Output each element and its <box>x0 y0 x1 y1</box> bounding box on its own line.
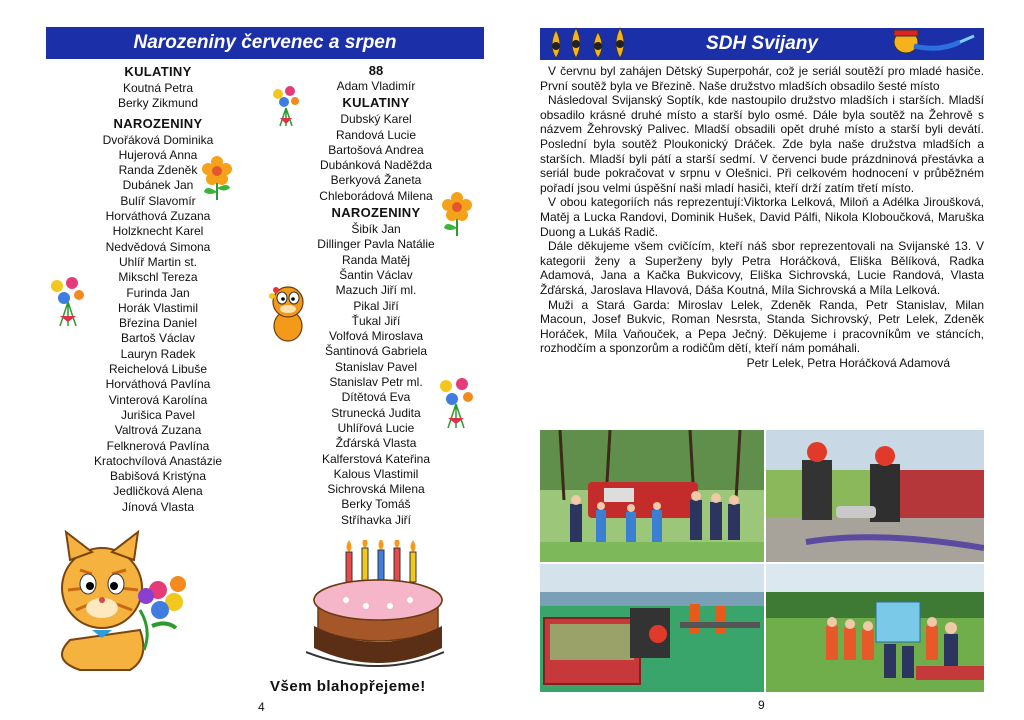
birthday-name: Jínová Vlasta <box>121 499 195 514</box>
birthday-name: Randová Lucie <box>335 127 417 142</box>
water-tank-photo <box>540 564 764 692</box>
birthday-column-2 <box>290 63 462 528</box>
greeting-text: Všem blahopřejeme! <box>270 678 426 695</box>
bouquet-icon <box>436 376 476 430</box>
birthday-name: Uhlířová Lucie <box>337 420 415 435</box>
birthday-name: Randa Matěj <box>341 252 411 267</box>
birthday-name: Reichelová Libuše <box>108 362 208 377</box>
birthday-name: Strunecká Judita <box>331 405 421 420</box>
birthday-name: Mazuch Jiří ml. <box>335 283 417 298</box>
kitten-with-flowers-icon <box>40 530 210 676</box>
birthday-name: Stříhavka Jiří <box>340 512 412 527</box>
birthday-name: Jurišica Pavel <box>120 407 196 422</box>
birthday-name: Babišová Kristýna <box>109 469 207 484</box>
birthday-name: Dubánková Naděžda <box>319 158 433 173</box>
name-list <box>290 112 462 204</box>
page-number-right: 9 <box>758 698 765 712</box>
kulatiny-heading: KULATINY <box>124 64 192 79</box>
birthday-name: Horák Vlastimil <box>117 300 198 315</box>
birthday-name: Dillinger Pavla Natálie <box>317 237 435 252</box>
birthday-name: Žďárská Vlasta <box>335 436 417 451</box>
birthday-name: Randa Zdeněk <box>118 163 198 178</box>
children-award-photo <box>766 564 984 692</box>
birthday-name: Šibík Jan <box>351 222 401 237</box>
birthday-name: Furinda Jan <box>126 285 190 300</box>
article-paragraph: Následoval Svijanský Soptík, kde nastoupilo družstvo mladších i starších. Mladší obsadilo krásné druhé místo a starší bylo osmé. Dále byla soutěž na Žehrově s názvem Žehrovský Palivec. Mladší obsadili opět druhé místo a starší byli devátí. Poslední byla soutěž Ploukonický Dráček. Zde byla naše družstva mladších a starších. Mladší byli pátí a starší sedmí. V červenci bude prázdninová přestávka a seriál bude pokračovat v srpnu v Olešnici. Při celkovém hodnocení v průběžném pořadí jsou velmi úspěšní naši mladí hasiči, kteří drží zatím třetí místo. <box>540 93 984 195</box>
right-banner-title: SDH Svijany <box>706 33 818 54</box>
birthday-name: Bulíř Slavomír <box>120 193 196 208</box>
birthday-name: Adam Vladimír <box>336 79 416 93</box>
birthday-name: Berky Tomáš <box>341 497 411 512</box>
birthday-name: Horváthová Pavlína <box>105 377 211 392</box>
birthday-name: Šantinová Gabriela <box>324 344 428 359</box>
birthday-name: Sichrovská Milena <box>327 482 425 497</box>
birthday-name: Hujerová Anna <box>118 147 198 162</box>
birthday-name: Dítětová Eva <box>341 390 411 405</box>
flower-icon <box>200 156 234 202</box>
flower-icon <box>440 192 474 238</box>
birthday-name: Felknerová Pavlína <box>106 438 210 453</box>
hose-mascot-icon <box>890 28 976 58</box>
birthday-name: Jedličková Alena <box>113 484 203 499</box>
orange-cat-icon <box>264 282 312 344</box>
birthday-name: Uhlíř Martin st. <box>118 254 197 269</box>
left-banner: Narozeniny červenec a srpen <box>46 27 484 59</box>
fire-mascots-icon <box>546 26 636 60</box>
birthday-name: Kalferstová Kateřina <box>321 451 431 466</box>
name-list <box>60 81 256 112</box>
birthday-name: Stanislav Pavel <box>334 359 418 374</box>
birthday-name: Valtrová Zuzana <box>114 423 202 438</box>
birthday-name: Březina Daniel <box>118 316 198 331</box>
article-paragraph: Dále děkujeme všem cvičícím, kteří náš sbor reprezentovali na Svijanské 13. V kategorii ženy a Superženy byly Petra Horáčková, Eliška Bělíková, Radka Adamová, Jana a Kačka Bukvicovy, Eliška Sichrovská, Lucie Randová, Vlasta Žďárská, Jaroslava Hlavová, Dáša Koutná, Míla Sichrovská a Míla Lelková. <box>540 239 984 297</box>
narozeniny-heading: NAROZENINY <box>331 205 421 221</box>
bouquet-icon <box>270 84 302 128</box>
birthday-name: Chleborádová Milena <box>319 188 433 203</box>
birthday-name: Berkyová Žaneta <box>330 173 422 188</box>
birthday-name: Mikschl Tereza <box>118 270 198 285</box>
birthday-name: Dvořáková Dominika <box>102 132 214 147</box>
bouquet-icon <box>48 276 88 328</box>
name-list <box>290 79 462 94</box>
team-group-photo <box>540 430 764 562</box>
birthday-name: Pikal Jiří <box>353 298 399 313</box>
birthday-name: Dubánek Jan <box>122 178 194 193</box>
birthday-name: Bartoš Václav <box>120 331 196 346</box>
kulatiny-heading: KULATINY <box>342 95 410 111</box>
birthday-name: Vinterová Karolína <box>108 392 208 407</box>
age-88-heading: 88 <box>368 63 384 78</box>
hose-coupling-photo <box>766 430 984 562</box>
birthday-name: Šantin Václav <box>339 267 413 282</box>
article-paragraph: Muži a Stará Garda: Miroslav Lelek, Zdeněk Randa, Petr Stanislav, Milan Macoun, Josef Bukvic, Roman Nesrsta, Standa Sichrovský, Petr Lelek, Zdeněk Horáček, Míla Vaňouček, a Pepa Ječný. Děkujeme i pracovníkům ve stáncích, rozhodčím a sponzorům a rodičům dětí, kteří nám pomáhali. <box>540 297 984 356</box>
birthday-cake-icon <box>306 540 444 672</box>
page-number-left: 4 <box>258 700 265 714</box>
birthday-name: Horváthová Zuzana <box>105 209 211 224</box>
birthday-name: Volfová Miroslava <box>328 329 424 344</box>
birthday-name: Dubský Karel <box>340 112 412 127</box>
birthday-name: Nedvědová Simona <box>105 239 211 254</box>
birthday-name: Kalous Vlastimil <box>333 466 419 481</box>
article-paragraph: V červnu byl zahájen Dětský Superpohár, což je seriál soutěží pro mladé hasiče. První soutěž byla ve Březině. Naše družstvo mladších obsadilo šesté místo <box>540 64 984 93</box>
birthday-name: Bartošová Andrea <box>328 142 424 157</box>
birthday-name: Koutná Petra <box>122 81 194 95</box>
birthday-name: Berky Zikmund <box>117 96 199 111</box>
birthday-name: Kratochvílová Anastázie <box>93 453 223 468</box>
birthday-name: Lauryn Radek <box>120 346 196 361</box>
birthday-name: Holzknecht Karel <box>112 224 204 239</box>
article-signature: Petr Lelek, Petra Horáčková Adamová <box>746 355 950 370</box>
birthday-column-1 <box>60 63 256 515</box>
article-paragraph: V obou kategoriích nás reprezentují:Viktorka Lelková, Miloň a Adélka Jiroušková, Matěj a Lucka Randovi, Dominik Hušek, David Pálfi, Nikola Kloboučková, Maruška Duong a Lukáš Radič. <box>540 195 984 239</box>
birthday-name: Ťukal Jiří <box>351 313 401 328</box>
article-body <box>540 64 984 370</box>
narozeniny-heading: NAROZENINY <box>113 115 203 131</box>
birthday-name: Stanislav Petr ml. <box>329 375 423 390</box>
